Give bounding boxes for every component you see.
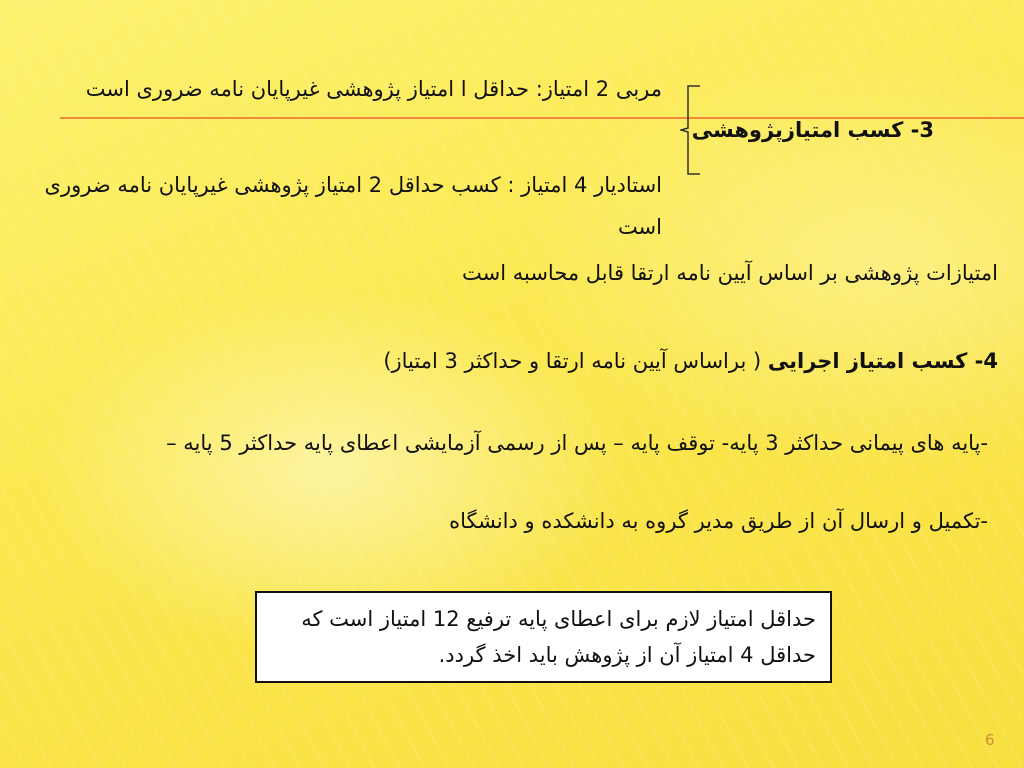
section4-subtitle: ( براساس آیین نامه ارتقا و حداکثر 3 امتیاز) [383, 349, 762, 373]
minimum-points-note-box [255, 591, 832, 683]
section4-title: 4- کسب امتیاز اجرایی [767, 349, 998, 373]
slide-number: 6 [985, 731, 995, 749]
bullet-item-submission: -تکمیل و ارسال آن از طریق مدیر گروه به دانشکده و دانشگاه [449, 509, 988, 533]
section3-title: 3- کسب امتیازپژوهشی [691, 118, 934, 142]
assistant-professor-requirement-line: استادیار 4 امتیاز : کسب حداقل 2 امتیاز پژوهشی غیرپایان نامه ضروری است [44, 173, 662, 239]
note-box-text: حداقل امتیاز لازم برای اعطای پایه ترفیع 12 امتیاز است که حداقل 4 امتیاز آن از پژوهش باید اخذ گردد. [301, 607, 816, 667]
bullet-item-salary-steps: -پایه های پیمانی حداکثر 3 پایه- توقف پایه – پس از رسمی آزمایشی اعطای پایه حداکثر 5 پایه – [166, 431, 988, 455]
instructor-requirement-line: مربی 2 امتیاز: حداقل ا امتیاز پژوهشی غیرپایان نامه ضروری است [85, 77, 662, 101]
section4-heading [383, 347, 998, 375]
research-points-note: امتیازات پژوهشی بر اساس آیین نامه ارتقا قابل محاسبه است [462, 261, 998, 285]
